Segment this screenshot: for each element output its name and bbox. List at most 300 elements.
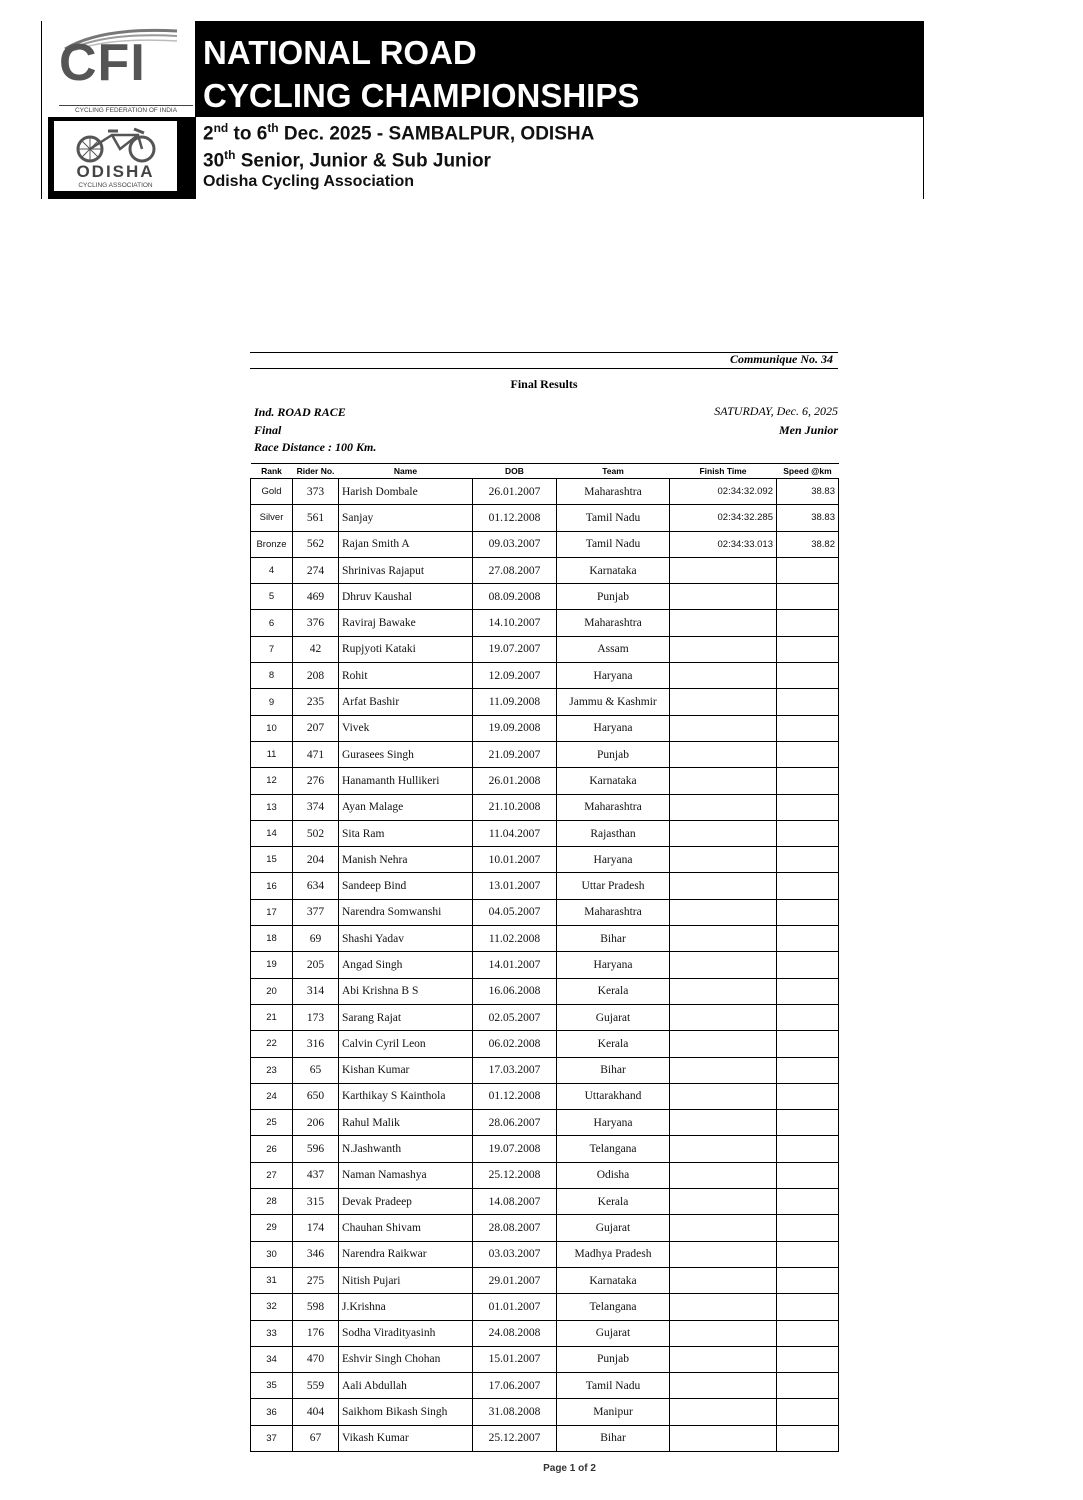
header-speed: Speed @km <box>777 464 839 479</box>
rider-no-cell: 596 <box>293 1136 339 1162</box>
rider-no-cell: 208 <box>293 663 339 689</box>
finish-time-cell <box>670 1004 777 1030</box>
team-cell: Manipur <box>557 1399 670 1425</box>
team-cell: Rajasthan <box>557 820 670 846</box>
team-cell: Gujarat <box>557 1320 670 1346</box>
team-cell: Gujarat <box>557 1215 670 1241</box>
rider-no-cell: 275 <box>293 1267 339 1293</box>
rider-name-cell: Shrinivas Rajaput <box>339 557 473 583</box>
rider-name-cell: Hanamanth Hullikeri <box>339 768 473 794</box>
table-row <box>251 873 839 899</box>
rider-name-cell: Naman Namashya <box>339 1162 473 1188</box>
table-row <box>251 1057 839 1083</box>
dob-cell: 24.08.2008 <box>473 1320 557 1346</box>
results-body <box>251 479 839 1452</box>
dob-cell: 28.06.2007 <box>473 1110 557 1136</box>
rank-cell: 5 <box>251 584 293 610</box>
rider-name-cell: Nitish Pujari <box>339 1267 473 1293</box>
team-cell: Bihar <box>557 1425 670 1451</box>
event-header <box>41 21 924 199</box>
header-rank: Rank <box>251 464 293 479</box>
race-date-category <box>714 402 838 439</box>
team-cell: Punjab <box>557 741 670 767</box>
rider-no-cell: 206 <box>293 1110 339 1136</box>
event-dates-venue: 2nd to 6th Dec. 2025 - SAMBALPUR, ODISHA <box>203 121 595 145</box>
finish-time-cell <box>670 1294 777 1320</box>
title-banner <box>195 21 924 117</box>
speed-cell <box>777 1162 839 1188</box>
rank-cell: 11 <box>251 741 293 767</box>
table-row <box>251 505 839 531</box>
table-row <box>251 926 839 952</box>
rider-no-cell: 561 <box>293 505 339 531</box>
finish-time-cell <box>670 689 777 715</box>
team-cell: Jammu & Kashmir <box>557 689 670 715</box>
dob-cell: 01.01.2007 <box>473 1294 557 1320</box>
rank-cell: 19 <box>251 952 293 978</box>
rank-cell: Bronze <box>251 531 293 557</box>
dob-cell: 28.08.2007 <box>473 1215 557 1241</box>
rider-name-cell: Kishan Kumar <box>339 1057 473 1083</box>
table-row <box>251 1399 839 1425</box>
table-row <box>251 531 839 557</box>
title-line-2: CYCLING CHAMPIONSHIPS <box>203 77 640 114</box>
event-edition: 30th Senior, Junior & Sub Junior <box>203 148 491 172</box>
rank-cell: 23 <box>251 1057 293 1083</box>
cfi-logo <box>57 25 195 115</box>
rider-name-cell: Raviraj Bawake <box>339 610 473 636</box>
team-cell: Telangana <box>557 1294 670 1320</box>
top-rule-2 <box>250 368 838 369</box>
subtitle-panel <box>195 117 924 199</box>
table-row <box>251 584 839 610</box>
finish-time-cell <box>670 768 777 794</box>
rider-name-cell: Saikhom Bikash Singh <box>339 1399 473 1425</box>
finish-time-cell <box>670 663 777 689</box>
rider-name-cell: Calvin Cyril Leon <box>339 1031 473 1057</box>
dob-cell: 15.01.2007 <box>473 1346 557 1372</box>
race-event: Ind. ROAD RACE <box>254 405 346 419</box>
dob-cell: 11.04.2007 <box>473 820 557 846</box>
rider-name-cell: Sarang Rajat <box>339 1004 473 1030</box>
dob-cell: 25.12.2008 <box>473 1162 557 1188</box>
odisha-logo-subtitle: CYCLING ASSOCIATION <box>78 182 153 189</box>
rider-no-cell: 207 <box>293 715 339 741</box>
table-row <box>251 479 839 505</box>
rider-no-cell: 437 <box>293 1162 339 1188</box>
finish-time-cell <box>670 926 777 952</box>
finish-time-cell <box>670 1136 777 1162</box>
finish-time-cell <box>670 1346 777 1372</box>
rider-name-cell: Chauhan Shivam <box>339 1215 473 1241</box>
speed-cell <box>777 715 839 741</box>
rider-name-cell: Rohit <box>339 663 473 689</box>
rank-cell: 13 <box>251 794 293 820</box>
rider-no-cell: 235 <box>293 689 339 715</box>
table-row <box>251 1189 839 1215</box>
speed-cell <box>777 1373 839 1399</box>
speed-cell <box>777 610 839 636</box>
table-row <box>251 1110 839 1136</box>
table-row <box>251 1136 839 1162</box>
dob-cell: 25.12.2007 <box>473 1425 557 1451</box>
team-cell: Karnataka <box>557 768 670 794</box>
speed-cell <box>777 1294 839 1320</box>
race-category: Men Junior <box>778 422 838 437</box>
rider-no-cell: 502 <box>293 820 339 846</box>
finish-time-cell <box>670 584 777 610</box>
dob-cell: 17.06.2007 <box>473 1373 557 1399</box>
speed-cell <box>777 768 839 794</box>
finish-time-cell <box>670 715 777 741</box>
speed-cell <box>777 952 839 978</box>
page-number: Page 1 of 2 <box>543 1463 596 1474</box>
team-cell: Uttarakhand <box>557 1083 670 1109</box>
rider-no-cell: 470 <box>293 1346 339 1372</box>
speed-cell <box>777 1399 839 1425</box>
rider-name-cell: Sodha Viradityasinh <box>339 1320 473 1346</box>
table-row <box>251 741 839 767</box>
rank-cell: 20 <box>251 978 293 1004</box>
speed-cell <box>777 926 839 952</box>
rider-name-cell: Karthikay S Kainthola <box>339 1083 473 1109</box>
table-row <box>251 689 839 715</box>
table-row <box>251 1425 839 1451</box>
dob-cell: 19.07.2008 <box>473 1136 557 1162</box>
speed-cell <box>777 1346 839 1372</box>
rider-name-cell: Eshvir Singh Chohan <box>339 1346 473 1372</box>
rank-cell: 4 <box>251 557 293 583</box>
speed-cell <box>777 1320 839 1346</box>
speed-cell <box>777 584 839 610</box>
rank-cell: Gold <box>251 479 293 505</box>
team-cell: Haryana <box>557 715 670 741</box>
dob-cell: 19.09.2008 <box>473 715 557 741</box>
speed-cell <box>777 1031 839 1057</box>
team-cell: Madhya Pradesh <box>557 1241 670 1267</box>
rider-no-cell: 65 <box>293 1057 339 1083</box>
dob-cell: 21.10.2008 <box>473 794 557 820</box>
dob-cell: 16.06.2008 <box>473 978 557 1004</box>
rank-cell: 37 <box>251 1425 293 1451</box>
rider-name-cell: Devak Pradeep <box>339 1189 473 1215</box>
team-cell: Tamil Nadu <box>557 1373 670 1399</box>
team-cell: Haryana <box>557 1110 670 1136</box>
team-cell: Bihar <box>557 1057 670 1083</box>
speed-cell <box>777 1057 839 1083</box>
dob-cell: 03.03.2007 <box>473 1241 557 1267</box>
speed-cell <box>777 873 839 899</box>
finish-time-cell <box>670 1057 777 1083</box>
rider-name-cell: J.Krishna <box>339 1294 473 1320</box>
team-cell: Kerala <box>557 1189 670 1215</box>
rider-no-cell: 276 <box>293 768 339 794</box>
table-header-row <box>251 464 839 479</box>
table-row <box>251 847 839 873</box>
speed-cell: 38.82 <box>777 531 839 557</box>
finish-time-cell <box>670 1031 777 1057</box>
race-date: SATURDAY, Dec. 6, 2025 <box>714 404 838 418</box>
header-name: Name <box>339 464 473 479</box>
speed-cell <box>777 1267 839 1293</box>
rider-no-cell: 346 <box>293 1241 339 1267</box>
rider-no-cell: 205 <box>293 952 339 978</box>
rider-no-cell: 67 <box>293 1425 339 1451</box>
header-rider-no: Rider No. <box>293 464 339 479</box>
speed-cell <box>777 636 839 662</box>
finish-time-cell <box>670 1110 777 1136</box>
team-cell: Punjab <box>557 584 670 610</box>
rank-cell: 21 <box>251 1004 293 1030</box>
title-line-1: NATIONAL ROAD <box>203 34 477 71</box>
rider-no-cell: 204 <box>293 847 339 873</box>
table-row <box>251 794 839 820</box>
table-row <box>251 557 839 583</box>
finish-time-cell <box>670 1162 777 1188</box>
dob-cell: 31.08.2008 <box>473 1399 557 1425</box>
race-distance: Race Distance : 100 Km. <box>254 440 377 454</box>
finish-time-cell <box>670 952 777 978</box>
dob-cell: 14.08.2007 <box>473 1189 557 1215</box>
odisha-logo-text: ODISHA <box>76 162 155 181</box>
table-row <box>251 1373 839 1399</box>
cfi-logo-text: CFI <box>59 34 146 92</box>
rank-cell: 7 <box>251 636 293 662</box>
speed-cell <box>777 847 839 873</box>
dob-cell: 10.01.2007 <box>473 847 557 873</box>
rank-cell: 27 <box>251 1162 293 1188</box>
speed-cell: 38.83 <box>777 505 839 531</box>
dob-cell: 29.01.2007 <box>473 1267 557 1293</box>
rank-cell: 32 <box>251 1294 293 1320</box>
dob-cell: 26.01.2007 <box>473 479 557 505</box>
speed-cell <box>777 1136 839 1162</box>
table-row <box>251 952 839 978</box>
rider-no-cell: 376 <box>293 610 339 636</box>
speed-cell <box>777 1189 839 1215</box>
rider-name-cell: Ayan Malage <box>339 794 473 820</box>
team-cell: Haryana <box>557 847 670 873</box>
rank-cell: 25 <box>251 1110 293 1136</box>
rank-cell: 15 <box>251 847 293 873</box>
rank-cell: 36 <box>251 1399 293 1425</box>
team-cell: Uttar Pradesh <box>557 873 670 899</box>
finish-time-cell <box>670 741 777 767</box>
header-dob: DOB <box>473 464 557 479</box>
finish-time-cell <box>670 1425 777 1451</box>
table-row <box>251 715 839 741</box>
finish-time-cell <box>670 899 777 925</box>
dob-cell: 13.01.2007 <box>473 873 557 899</box>
rider-name-cell: Abi Krishna B S <box>339 978 473 1004</box>
dob-cell: 17.03.2007 <box>473 1057 557 1083</box>
table-row <box>251 636 839 662</box>
rank-cell: 22 <box>251 1031 293 1057</box>
table-row <box>251 1320 839 1346</box>
dob-cell: 06.02.2008 <box>473 1031 557 1057</box>
dob-cell: 27.08.2007 <box>473 557 557 583</box>
rider-no-cell: 316 <box>293 1031 339 1057</box>
rider-no-cell: 42 <box>293 636 339 662</box>
speed-cell <box>777 820 839 846</box>
finish-time-cell <box>670 820 777 846</box>
rider-name-cell: Gurasees Singh <box>339 741 473 767</box>
rider-name-cell: Rahul Malik <box>339 1110 473 1136</box>
rank-cell: 6 <box>251 610 293 636</box>
team-cell: Maharashtra <box>557 479 670 505</box>
race-info <box>254 404 376 457</box>
rank-cell: 33 <box>251 1320 293 1346</box>
rider-no-cell: 650 <box>293 1083 339 1109</box>
finish-time-cell <box>670 1373 777 1399</box>
finish-time-cell <box>670 557 777 583</box>
table-row <box>251 1004 839 1030</box>
table-row <box>251 1031 839 1057</box>
team-cell: Odisha <box>557 1162 670 1188</box>
team-cell: Kerala <box>557 1031 670 1057</box>
page-footer <box>0 1463 1083 1474</box>
team-cell: Tamil Nadu <box>557 505 670 531</box>
speed-cell <box>777 1083 839 1109</box>
finish-time-cell <box>670 1320 777 1346</box>
finish-time-cell <box>670 873 777 899</box>
table-row <box>251 1241 839 1267</box>
rank-cell: 9 <box>251 689 293 715</box>
rank-cell: 18 <box>251 926 293 952</box>
team-cell: Punjab <box>557 1346 670 1372</box>
dob-cell: 08.09.2008 <box>473 584 557 610</box>
championship-title <box>203 31 639 117</box>
cfi-logo-subtitle: CYCLING FEDERATION OF INDIA <box>59 105 193 114</box>
dob-cell: 11.02.2008 <box>473 926 557 952</box>
dob-cell: 14.10.2007 <box>473 610 557 636</box>
rider-name-cell: N.Jashwanth <box>339 1136 473 1162</box>
rank-cell: 34 <box>251 1346 293 1372</box>
rider-no-cell: 598 <box>293 1294 339 1320</box>
speed-cell <box>777 557 839 583</box>
finish-time-cell <box>670 847 777 873</box>
rider-no-cell: 471 <box>293 741 339 767</box>
team-cell: Maharashtra <box>557 794 670 820</box>
dob-cell: 11.09.2008 <box>473 689 557 715</box>
finish-time-cell <box>670 610 777 636</box>
rider-name-cell: Shashi Yadav <box>339 926 473 952</box>
team-cell: Bihar <box>557 926 670 952</box>
rank-cell: 14 <box>251 820 293 846</box>
team-cell: Karnataka <box>557 1267 670 1293</box>
rider-no-cell: 634 <box>293 873 339 899</box>
finish-time-cell <box>670 636 777 662</box>
dob-cell: 26.01.2008 <box>473 768 557 794</box>
speed-cell <box>777 741 839 767</box>
rank-cell: 8 <box>251 663 293 689</box>
rider-name-cell: Dhruv Kaushal <box>339 584 473 610</box>
rider-name-cell: Narendra Somwanshi <box>339 899 473 925</box>
rank-cell: 28 <box>251 1189 293 1215</box>
bicycle-icon <box>68 125 164 163</box>
finish-time-cell <box>670 1267 777 1293</box>
rank-cell: Silver <box>251 505 293 531</box>
table-row <box>251 1294 839 1320</box>
table-row <box>251 663 839 689</box>
speed-cell <box>777 1110 839 1136</box>
rank-cell: 31 <box>251 1267 293 1293</box>
team-cell: Gujarat <box>557 1004 670 1030</box>
rank-cell: 24 <box>251 1083 293 1109</box>
team-cell: Kerala <box>557 978 670 1004</box>
rider-no-cell: 559 <box>293 1373 339 1399</box>
speed-cell <box>777 899 839 925</box>
finish-time-cell <box>670 794 777 820</box>
table-row <box>251 1083 839 1109</box>
rider-name-cell: Rupjyoti Kataki <box>339 636 473 662</box>
rider-name-cell: Arfat Bashir <box>339 689 473 715</box>
dob-cell: 21.09.2007 <box>473 741 557 767</box>
rider-name-cell: Vivek <box>339 715 473 741</box>
rider-no-cell: 373 <box>293 479 339 505</box>
finish-time-cell <box>670 1189 777 1215</box>
rider-name-cell: Sita Ram <box>339 820 473 846</box>
speed-cell <box>777 1241 839 1267</box>
rider-name-cell: Vikash Kumar <box>339 1425 473 1451</box>
final-results-heading: Final Results <box>510 377 578 391</box>
header-finish-time: Finish Time <box>670 464 777 479</box>
speed-cell: 38.83 <box>777 479 839 505</box>
rank-cell: 35 <box>251 1373 293 1399</box>
speed-cell <box>777 1425 839 1451</box>
rider-no-cell: 274 <box>293 557 339 583</box>
speed-cell <box>777 794 839 820</box>
rank-cell: 17 <box>251 899 293 925</box>
communique-number: Communique No. 34 <box>729 352 833 366</box>
rider-name-cell: Aali Abdullah <box>339 1373 473 1399</box>
dob-cell: 02.05.2007 <box>473 1004 557 1030</box>
rider-name-cell: Rajan Smith A <box>339 531 473 557</box>
table-row <box>251 1267 839 1293</box>
rider-name-cell: Narendra Raikwar <box>339 1241 473 1267</box>
team-cell: Telangana <box>557 1136 670 1162</box>
team-cell: Assam <box>557 636 670 662</box>
speed-cell <box>777 663 839 689</box>
finish-time-cell <box>670 1083 777 1109</box>
rider-name-cell: Manish Nehra <box>339 847 473 873</box>
rank-cell: 12 <box>251 768 293 794</box>
results-table <box>250 463 839 1452</box>
rank-cell: 26 <box>251 1136 293 1162</box>
dob-cell: 01.12.2008 <box>473 1083 557 1109</box>
race-stage: Final <box>254 422 282 437</box>
header-team: Team <box>557 464 670 479</box>
finish-time-cell: 02:34:32.092 <box>670 479 777 505</box>
dob-cell: 09.03.2007 <box>473 531 557 557</box>
speed-cell <box>777 1215 839 1241</box>
team-cell: Karnataka <box>557 557 670 583</box>
table-row <box>251 978 839 1004</box>
table-row <box>251 1346 839 1372</box>
organizer-name: Odisha Cycling Association <box>203 173 415 190</box>
rider-name-cell: Harish Dombale <box>339 479 473 505</box>
rider-name-cell: Sanjay <box>339 505 473 531</box>
finish-time-cell: 02:34:33.013 <box>670 531 777 557</box>
table-row <box>251 1162 839 1188</box>
table-row <box>251 820 839 846</box>
dob-cell: 01.12.2008 <box>473 505 557 531</box>
rank-cell: 29 <box>251 1215 293 1241</box>
speed-cell <box>777 1004 839 1030</box>
finish-time-cell <box>670 978 777 1004</box>
finish-time-cell <box>670 1399 777 1425</box>
rider-no-cell: 173 <box>293 1004 339 1030</box>
